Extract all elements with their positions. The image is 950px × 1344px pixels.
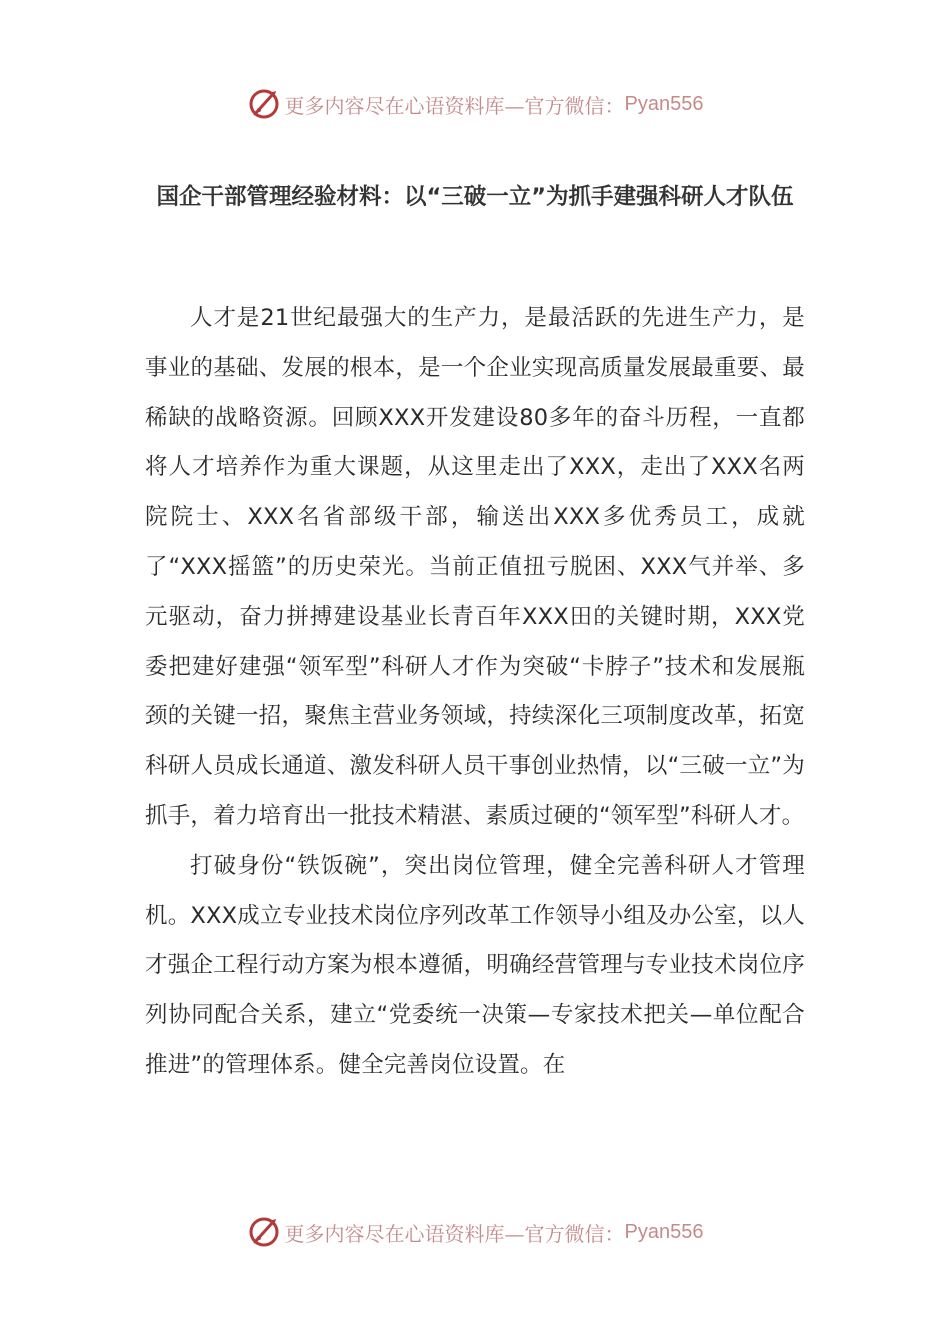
banner-text: 更多内容尽在心语资料库—官方微信： [284,1221,625,1246]
pen-logo-icon [247,87,281,121]
paragraph: 人才是21世纪最强大的生产力，是最活跃的先进生产力，是事业的基础、发展的根本，是一个企业实现高质量发展最重要、最稀缺的战略资源。回顾XXX开发建设80多年的奋斗历程，一直都将人才培养作为重大课题，从这里走出了XXX，走出了XXX名两院院士、XXX名省部级干部，输送出XXX多优秀员工，成就了“XXX摇篮”的历史荣光。当前正值扭亏脱困、XXX气并举、多元驱动，奋力拼搏建设基业长青百年XXX田的关键时期，XXX党委把建好建强“领军型”科研人才作为突破“卡脖子”技术和发展瓶颈的关键一招，聚焦主营业务领域，持续深化三项制度改革，拓宽科研人员成长通道、激发科研人员干事创业热情，以“三破一立”为抓手，着力培育出一批技术精湛、素质过硬的“领军型”科研人才。 [145,305,805,829]
footer-banner [0,1212,950,1252]
banner-wechat-id: Pyan556 [624,1220,704,1243]
paragraph: 打破身份“铁饭碗”，突出岗位管理，健全完善科研人才管理机。XXX成立专业技术岗位序列改革工作领导小组及办公室，以人才强企工程行动方案为根本遵循，明确经营管理与专业技术岗位序列协同配合关系，建立“党委统一决策—专家技术把关—单位配合推进”的管理体系。健全完善岗位设置。在 [145,852,805,1078]
header-banner [0,84,950,124]
banner-text: 更多内容尽在心语资料库—官方微信： [284,93,625,118]
pen-logo-icon [247,1215,281,1249]
document-title: 国企干部管理经验材料：以“三破一立”为抓手建强科研人才队伍 [156,184,794,210]
banner-wechat-id: Pyan556 [624,92,704,115]
document-body [145,294,805,1091]
